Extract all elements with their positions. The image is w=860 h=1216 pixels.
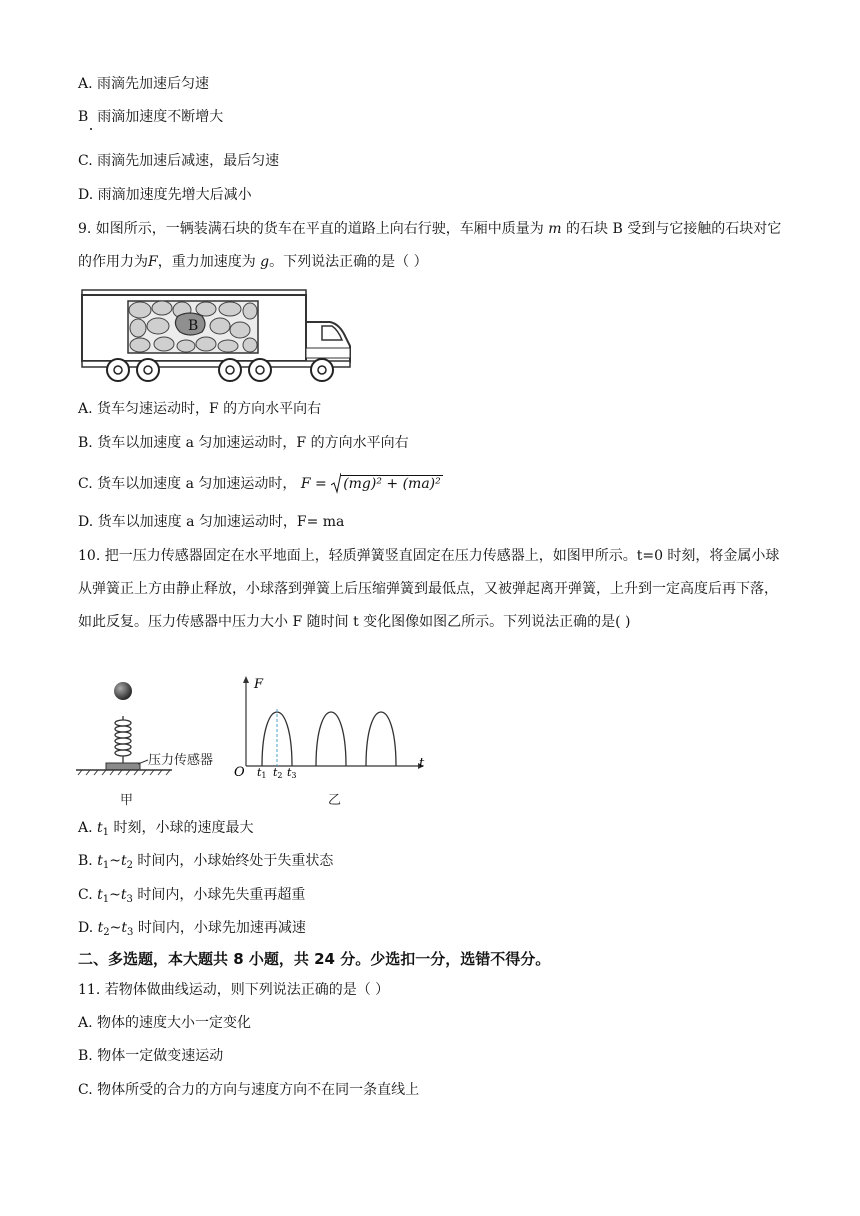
q10-option-c: C. $t_1\sim t_3$ 时间内，小球先失重再超重 [78, 887, 306, 905]
q10-stem: 10. 把一压力传感器固定在水平地面上，轻质弹簧竖直固定在压力传感器上，如图甲所示。t=0 时刻，将金属小球从弹簧正上方由静止释放，小球落到弹簧上后压缩弹簧到最低点，又被弹起离开弹簧，上升到一定高度后再下落，如此反复。压力传感器中压力大小 F 随时间 t 变化图像如图乙所示。下列说法正确的是( ) [78, 548, 780, 630]
q11-option-c: C. 物体所受的合力的方向与速度方向不在同一条直线上 [78, 1082, 420, 1098]
f-axis-label: F [254, 677, 264, 692]
q8-option-c: C. 雨滴先加速后减速，最后匀速 [78, 153, 280, 169]
pressure-sensor-block [106, 763, 140, 770]
q11-stem: 11. 若物体做曲线运动，则下列说法正确的是（ ） [78, 982, 390, 998]
sqrt-sign-icon [331, 472, 341, 494]
caption-jia: 甲 [120, 793, 134, 808]
stray-dot [90, 128, 92, 130]
tick-t1: t1 [257, 766, 267, 780]
stone-b-label: B [188, 318, 199, 334]
truck-figure [78, 286, 358, 384]
q9-option-b: B. 货车以加速度 a 匀加速运动时，F 的方向水平向右 [78, 435, 409, 451]
sqrt-formula: (mg)² + (ma)² [331, 472, 443, 496]
q9-option-d: D. 货车以加速度 a 匀加速运动时，F= ma [78, 514, 345, 530]
t-axis-label: t [419, 756, 425, 771]
figure-spring-sensor [76, 676, 236, 810]
q10-option-a: A. $t_1$ 时刻，小球的速度最大 [78, 820, 254, 838]
tick-t3: t3 [287, 766, 297, 780]
q9-option-a: A. 货车匀速运动时，F 的方向水平向右 [78, 401, 322, 417]
origin-label: O [234, 765, 245, 780]
formula-lhs: F = [300, 476, 327, 492]
force-hump-3 [366, 712, 396, 766]
tick-t2: t2 [273, 766, 283, 780]
figure-force-time-graph [232, 674, 432, 810]
ball-icon [114, 682, 132, 700]
q9-option-c: C. 货车以加速度 a 匀加速运动时， F = (mg)² + (ma)² [78, 472, 443, 496]
force-hump-2 [316, 712, 346, 766]
q11-option-b: B. 物体一定做变速运动 [78, 1048, 224, 1064]
q8-option-b: B 雨滴加速度不断增大 [78, 109, 224, 125]
spring-icon [115, 716, 131, 763]
q11-option-a: A. 物体的速度大小一定变化 [78, 1015, 252, 1031]
q8-option-d: D. 雨滴加速度先增大后减小 [78, 187, 252, 203]
q8-option-a: A. 雨滴先加速后匀速 [78, 76, 210, 92]
q10-option-b: B. $t_1\sim t_2$ 时间内，小球始终处于失重状态 [78, 853, 334, 871]
caption-yi: 乙 [328, 793, 342, 808]
q9-stem: 9. 如图所示，一辆装满石块的货车在平直的道路上向右行驶，车厢中质量为 m 的石块 B 受到与它接触的石块对它的作用力为F，重力加速度为 g。下列说法正确的是（ ） [78, 221, 782, 270]
q10-option-d: D. $t_2\sim t_3$ 时间内，小球先加速再减速 [78, 920, 306, 938]
sensor-label: 压力传感器 [148, 753, 214, 768]
section-heading: 二、多选题，本大题共 8 小题，共 24 分。少选扣一分，选错不得分。 [78, 950, 551, 968]
